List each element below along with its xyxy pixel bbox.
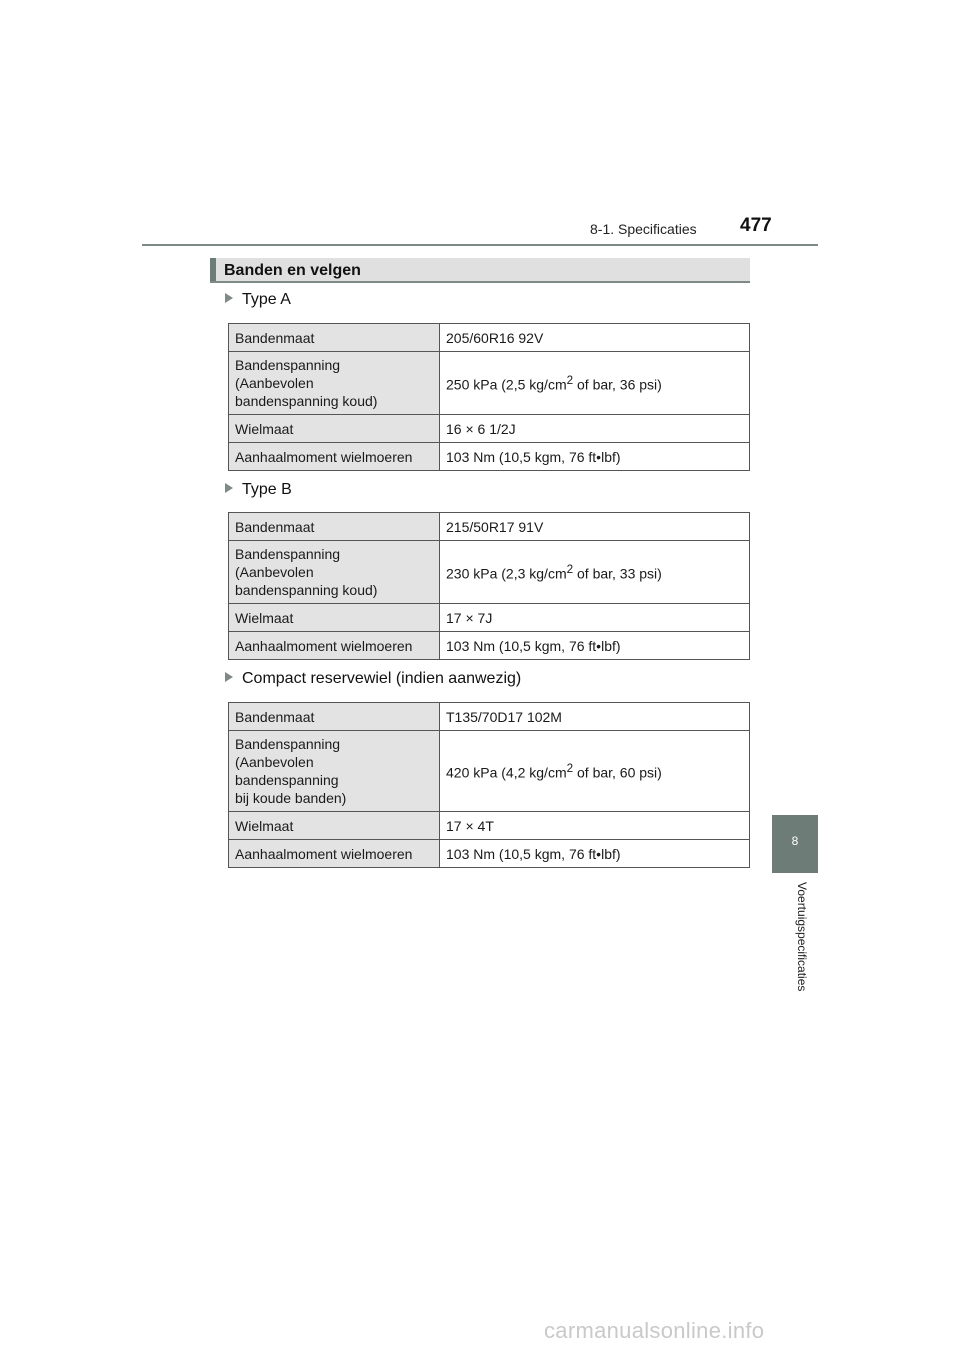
- row-label: Wielmaat: [229, 604, 440, 632]
- row-value: [440, 731, 750, 812]
- subheading-text: Type B: [242, 481, 292, 498]
- table-row: [229, 324, 750, 352]
- row-label: [229, 352, 440, 415]
- row-value: 103 Nm (10,5 kgm, 76 ft•lbf): [440, 632, 750, 660]
- row-label-line: bandenspanning koud): [235, 393, 378, 409]
- row-value: [440, 352, 750, 415]
- row-value: 16 × 6 1/2J: [440, 415, 750, 443]
- row-value: 103 Nm (10,5 kgm, 76 ft•lbf): [440, 840, 750, 868]
- subheading-type-b: [225, 481, 292, 499]
- spec-table-type-b: [228, 512, 750, 660]
- section-heading: [210, 258, 750, 283]
- row-label: Wielmaat: [229, 415, 440, 443]
- superscript: 2: [566, 373, 574, 387]
- arrow-right-icon: [225, 672, 233, 682]
- arrow-right-icon: [225, 293, 233, 303]
- row-label-line: (Aanbevolen: [235, 375, 314, 391]
- subheading-text: Type A: [242, 291, 291, 308]
- row-label: Bandenmaat: [229, 703, 440, 731]
- row-label-line: Bandenspanning: [235, 736, 341, 752]
- watermark: carmanualsonline.info: [544, 1318, 765, 1343]
- table-row: [229, 731, 750, 812]
- table-row: [229, 812, 750, 840]
- row-label: Aanhaalmoment wielmoeren: [229, 632, 440, 660]
- subheading-type-a: [225, 291, 291, 309]
- row-label: [229, 541, 440, 604]
- row-label-line: bandenspanning koud): [235, 582, 378, 598]
- table-row: [229, 352, 750, 415]
- superscript: 2: [566, 761, 574, 775]
- table-row: [229, 840, 750, 868]
- spec-table-type-a: [228, 323, 750, 471]
- header-divider: [142, 244, 818, 246]
- table-row: [229, 632, 750, 660]
- pressure-value-rest: of bar, 60 psi): [573, 764, 662, 781]
- heading-accent: [210, 258, 216, 281]
- table-row: [229, 541, 750, 604]
- section-heading-text: Banden en velgen: [224, 262, 361, 279]
- row-label: Bandenmaat: [229, 324, 440, 352]
- arrow-right-icon: [225, 483, 233, 493]
- row-value: 215/50R17 91V: [440, 513, 750, 541]
- row-value: 17 × 4T: [440, 812, 750, 840]
- row-value: 103 Nm (10,5 kgm, 76 ft•lbf): [440, 443, 750, 471]
- row-label: Aanhaalmoment wielmoeren: [229, 840, 440, 868]
- row-value: 17 × 7J: [440, 604, 750, 632]
- row-label: Bandenmaat: [229, 513, 440, 541]
- table-row: [229, 604, 750, 632]
- row-label: Wielmaat: [229, 812, 440, 840]
- row-label-line: bij koude banden): [235, 790, 347, 806]
- row-value: 205/60R16 92V: [440, 324, 750, 352]
- row-label-line: bandenspanning: [235, 772, 339, 788]
- table-row: [229, 415, 750, 443]
- spec-table-compact-spare: [228, 702, 750, 868]
- row-label: Aanhaalmoment wielmoeren: [229, 443, 440, 471]
- row-label-line: (Aanbevolen: [235, 564, 314, 580]
- row-label-line: (Aanbevolen: [235, 754, 314, 770]
- row-value: [440, 541, 750, 604]
- table-row: [229, 513, 750, 541]
- row-label: [229, 731, 440, 812]
- row-value: T135/70D17 102M: [440, 703, 750, 731]
- superscript: 2: [566, 562, 574, 576]
- pressure-value: 250 kPa (2,5 kg/cm: [446, 376, 567, 393]
- pressure-value-rest: of bar, 36 psi): [573, 376, 662, 393]
- subheading-compact-spare: [225, 670, 521, 688]
- table-row: [229, 443, 750, 471]
- chapter-tab: [772, 815, 818, 873]
- row-label-line: Bandenspanning: [235, 546, 341, 562]
- table-row: [229, 703, 750, 731]
- pressure-value-rest: of bar, 33 psi): [573, 565, 662, 582]
- pressure-value: 420 kPa (4,2 kg/cm: [446, 764, 567, 781]
- row-label-line: Bandenspanning: [235, 357, 341, 373]
- chapter-number: 8: [791, 834, 799, 848]
- page-number: 477: [740, 215, 772, 236]
- pressure-value: 230 kPa (2,3 kg/cm: [446, 565, 567, 582]
- subheading-text: Compact reservewiel (indien aanwezig): [242, 670, 522, 687]
- chapter-label: Voertuigspecificaties: [795, 882, 809, 992]
- section-title: 8-1. Specificaties: [590, 221, 697, 237]
